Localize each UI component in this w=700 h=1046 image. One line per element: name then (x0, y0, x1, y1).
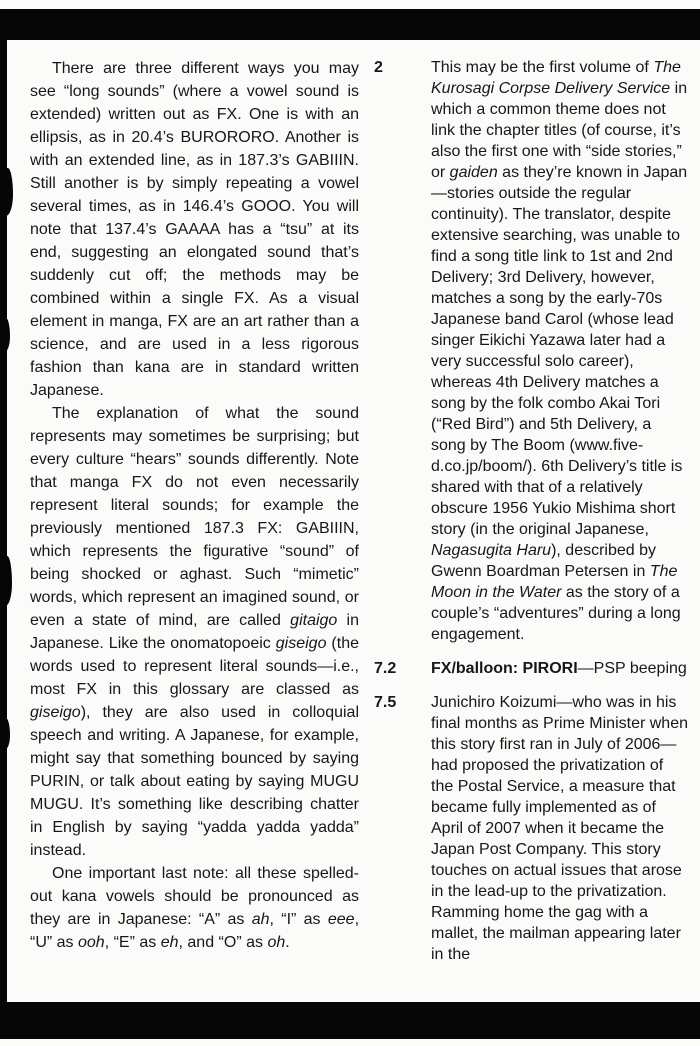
italic-text-run: eee (327, 911, 355, 928)
text-run: This may be the first volume of (431, 59, 654, 76)
text-run: as the story of a couple’s “adventures” during a long engagement. (431, 584, 681, 643)
glossary-entry (374, 692, 688, 965)
scan-artifact (0, 168, 13, 216)
glossary-entry (374, 658, 688, 679)
italic-text-run: gaiden (449, 164, 498, 181)
italic-text-run: ah (251, 911, 270, 928)
entry-number: 2 (374, 59, 383, 76)
paragraph (30, 57, 359, 402)
glossary-entry (374, 57, 688, 645)
scan-edge-bottom (0, 1002, 700, 1039)
scan-edge-top (0, 9, 700, 40)
italic-text-run: giseigo (275, 635, 327, 652)
italic-text-run: Nagasugita Haru (431, 542, 552, 559)
text-run: . (285, 934, 290, 951)
text-run: , “I” as (269, 911, 328, 928)
right-annotations-column (374, 57, 688, 978)
text-run: There are three different ways you may see “long sounds” (where a vowel sound is extended) written out as FX. One is with an ellipsis, as in 20.4’s BURORORO. Another is with an extended line, as in 187.3’s GABIIIN. Still another is by simply repeating a vowel several times, as in 146.4’s GOOO. You will note that 137.4’s GAAAA has a “tsu” at its end, suggesting an elongated sound that’s suddenly cut off; the methods may be combined within a single FX. As a visual element in manga, FX are an art rather than a science, and are used in a less rigorous fashion than kana are in standard written Japanese. (30, 60, 359, 399)
entry-text (431, 692, 688, 965)
text-run: , “E” as (104, 934, 161, 951)
text-run: (the words used to represent literal sounds—i.e., most FX in this glossary are classed as (30, 635, 359, 698)
paragraph (30, 862, 359, 954)
text-run: in which a common theme does not link the chapter titles (of course, it’s also the first one with “side stories,” or (431, 80, 688, 181)
text-run: , “U” as (30, 911, 360, 951)
paragraph (30, 402, 359, 862)
text-run: as they’re known in Japan—stories outside the regular continuity). The translator, despite extensive searching, was unable to find a song title link to 1st and 2nd Delivery; 3rd Delivery, however, matches a song by the early-70s Japanese band Carol (whose lead singer Eikichi Yazawa later had a very successful solo career), whereas 4th Delivery matches a song by the folk combo Akai Tori (“Red Bird”) and 5th Delivery, a song by The Boom (www.five-d.co.jp/boom/). 6th Delivery’s title is shared with that of a relatively obscure 1956 Yukio Mishima short story (in the original Japanese, (431, 164, 688, 538)
entry-number: 7.2 (374, 660, 397, 677)
entry-text (431, 658, 688, 679)
scan-artifact (0, 318, 10, 352)
italic-text-run: giseigo (30, 704, 81, 721)
text-run: in Japanese. Like the onomatopoeic (30, 612, 359, 652)
italic-text-run: ooh (78, 934, 105, 951)
scan-edge-left (0, 9, 7, 1039)
entry-text (431, 57, 688, 645)
italic-text-run: oh (267, 934, 286, 951)
text-run: The explanation of what the sound represents may sometimes be surprising; but every culture “hears” sounds differently. Note that manga FX do not even necessarily represent literal sounds; for example the previously mentioned 187.3 FX: GABIIIN, which represents the figurative “sound” of being shocked or aghast. Such “mimetic” words, which represent an imagined sound, or even a state of mind, are called (30, 405, 359, 629)
text-run: —PSP beeping (577, 660, 687, 677)
text-run: ), they are also used in colloquial speech and writing. A Japanese, for example, might say that something bounced by saying PURIN, or talk about eating by saying MUGU MUGU. It’s something like describing chatter in English by saying “yadda yadda yadda” instead. (30, 704, 359, 859)
scan-artifact (0, 718, 10, 750)
italic-text-run: eh (160, 934, 179, 951)
text-run: ), described by Gwenn Boardman Petersen in (431, 542, 657, 580)
entry-number: 7.5 (374, 694, 397, 711)
italic-text-run: gitaigo (290, 612, 338, 629)
text-run: Junichiro Koizumi—who was in his final months as Prime Minister when this story first ran in July of 2006—had proposed the privatization of the Postal Service, a measure that became fully implemented as of April of 2007 when it became the Japan Post Company. This story touches on actual issues that arose in the lead-up to the privatization. Ramming home the gag with a mallet, the mailman appearing later in the (431, 694, 688, 963)
scan-artifact (0, 556, 12, 606)
text-run: One important last note: all these spelled-out kana vowels should be pronounced as they are in Japanese: “A” as (30, 865, 359, 928)
left-text-column (30, 57, 359, 954)
italic-text-run: The Kurosagi Corpse Delivery Service (431, 59, 681, 97)
bold-text-run: FX/balloon: PIRORI (431, 660, 578, 677)
italic-text-run: The Moon in the Water (431, 563, 678, 601)
text-run: , and “O” as (178, 934, 268, 951)
